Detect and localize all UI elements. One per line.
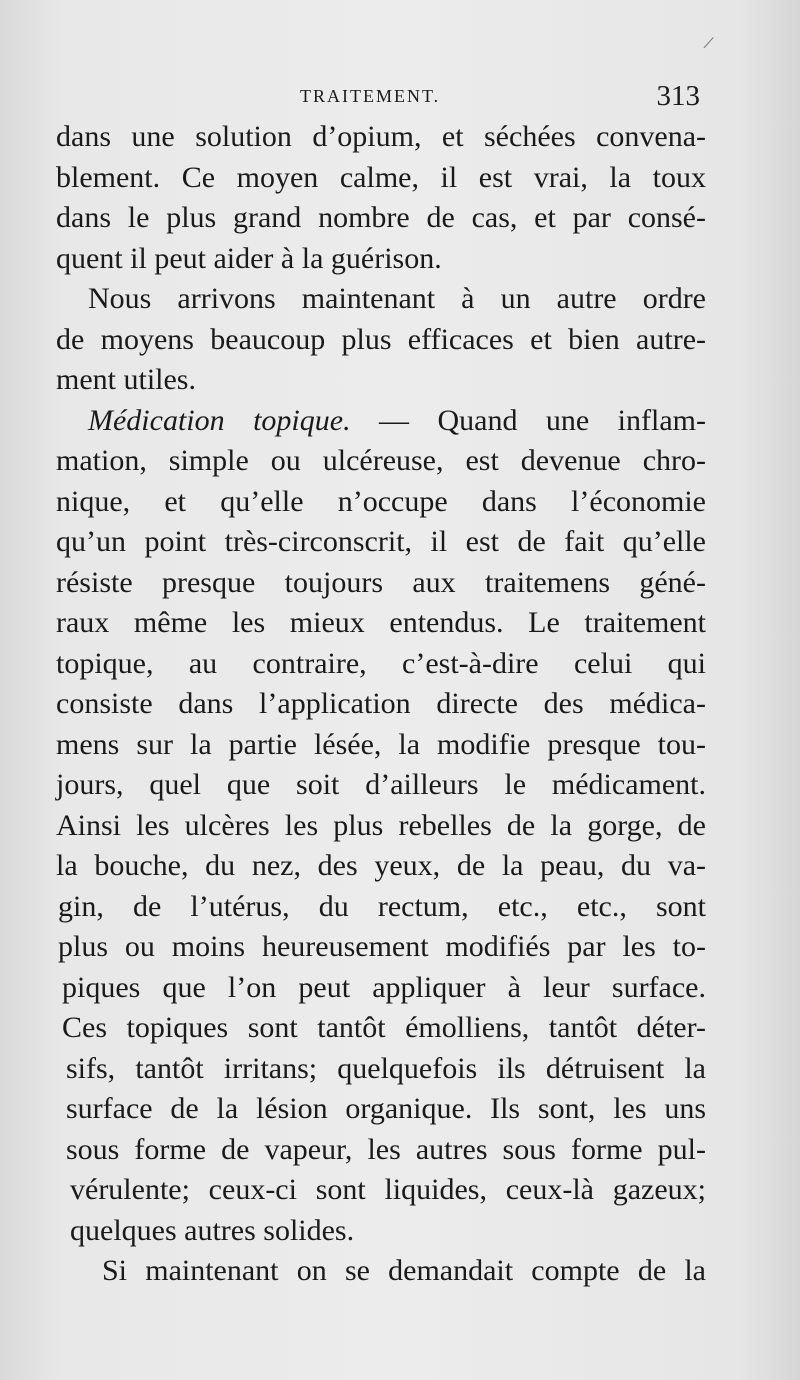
page-header: [60, 80, 700, 116]
text-line: la bouche, du nez, des yeux, de la peau, du va-: [56, 849, 706, 882]
text-line: piques que l’on peut appliquer à leur surface.: [62, 970, 706, 1004]
text-line: mens sur la partie lésée, la modifie presque tou-: [56, 727, 706, 761]
section-heading-continuation: — Quand une inflam-: [350, 403, 706, 437]
text-line: quelques autres solides.: [70, 1213, 355, 1247]
text-line: sifs, tantôt irritans; quelquefois ils détruisent la: [66, 1051, 706, 1085]
page-number: 313: [656, 80, 700, 112]
page-mark: [704, 37, 715, 49]
text-line: blement. Ce moyen calme, il est vrai, la toux: [56, 160, 706, 194]
paragraph-start-line: Nous arrivons maintenant à un autre ordre: [88, 282, 706, 315]
text-line: ment utiles.: [56, 363, 196, 396]
text-line: nique, et qu’elle n’occupe dans l’économie: [56, 484, 706, 518]
text-line: de moyens beaucoup plus efficaces et bien autre-: [56, 322, 706, 356]
text-line: sous forme de vapeur, les autres sous forme pul-: [66, 1132, 706, 1166]
paragraph-start-line: Si maintenant on se demandait compte de la: [102, 1254, 706, 1287]
text-line: qu’un point très-circonscrit, il est de fait qu’elle: [56, 525, 706, 558]
running-head: TRAITEMENT.: [300, 86, 441, 106]
text-line: vérulente; ceux-ci sont liquides, ceux-là gazeux;: [70, 1173, 706, 1206]
text-line: surface de la lésion organique. Ils sont, les uns: [66, 1092, 706, 1125]
text-line: consiste dans l’application directe des médica-: [56, 687, 706, 720]
text-line: mation, simple ou ulcéreuse, est devenue chro-: [56, 444, 706, 477]
text-line: gin, de l’utérus, du rectum, etc., etc., sont: [58, 889, 706, 923]
text-line: Ainsi les ulcères les plus rebelles de la gorge, de: [56, 808, 706, 842]
text-line: plus ou moins heureusement modifiés par les to-: [58, 930, 706, 963]
section-heading-line: [56, 401, 706, 442]
text-line: jours, quel que soit d’ailleurs le médicament.: [56, 768, 706, 801]
text-line: quent il peut aider à la guérison.: [56, 241, 442, 275]
body-text: [56, 117, 706, 1292]
text-line: raux même les mieux entendus. Le traitement: [56, 606, 706, 639]
text-line: dans une solution d’opium, et séchées convena-: [56, 120, 706, 153]
text-line: résiste presque toujours aux traitemens géné-: [56, 565, 706, 599]
text-line: topique, au contraire, c’est-à-dire celui qui: [56, 646, 706, 680]
section-heading: Médication topique.: [88, 403, 351, 437]
text-line: dans le plus grand nombre de cas, et par consé-: [56, 201, 706, 234]
text-line: Ces topiques sont tantôt émolliens, tantôt déter-: [62, 1011, 706, 1044]
